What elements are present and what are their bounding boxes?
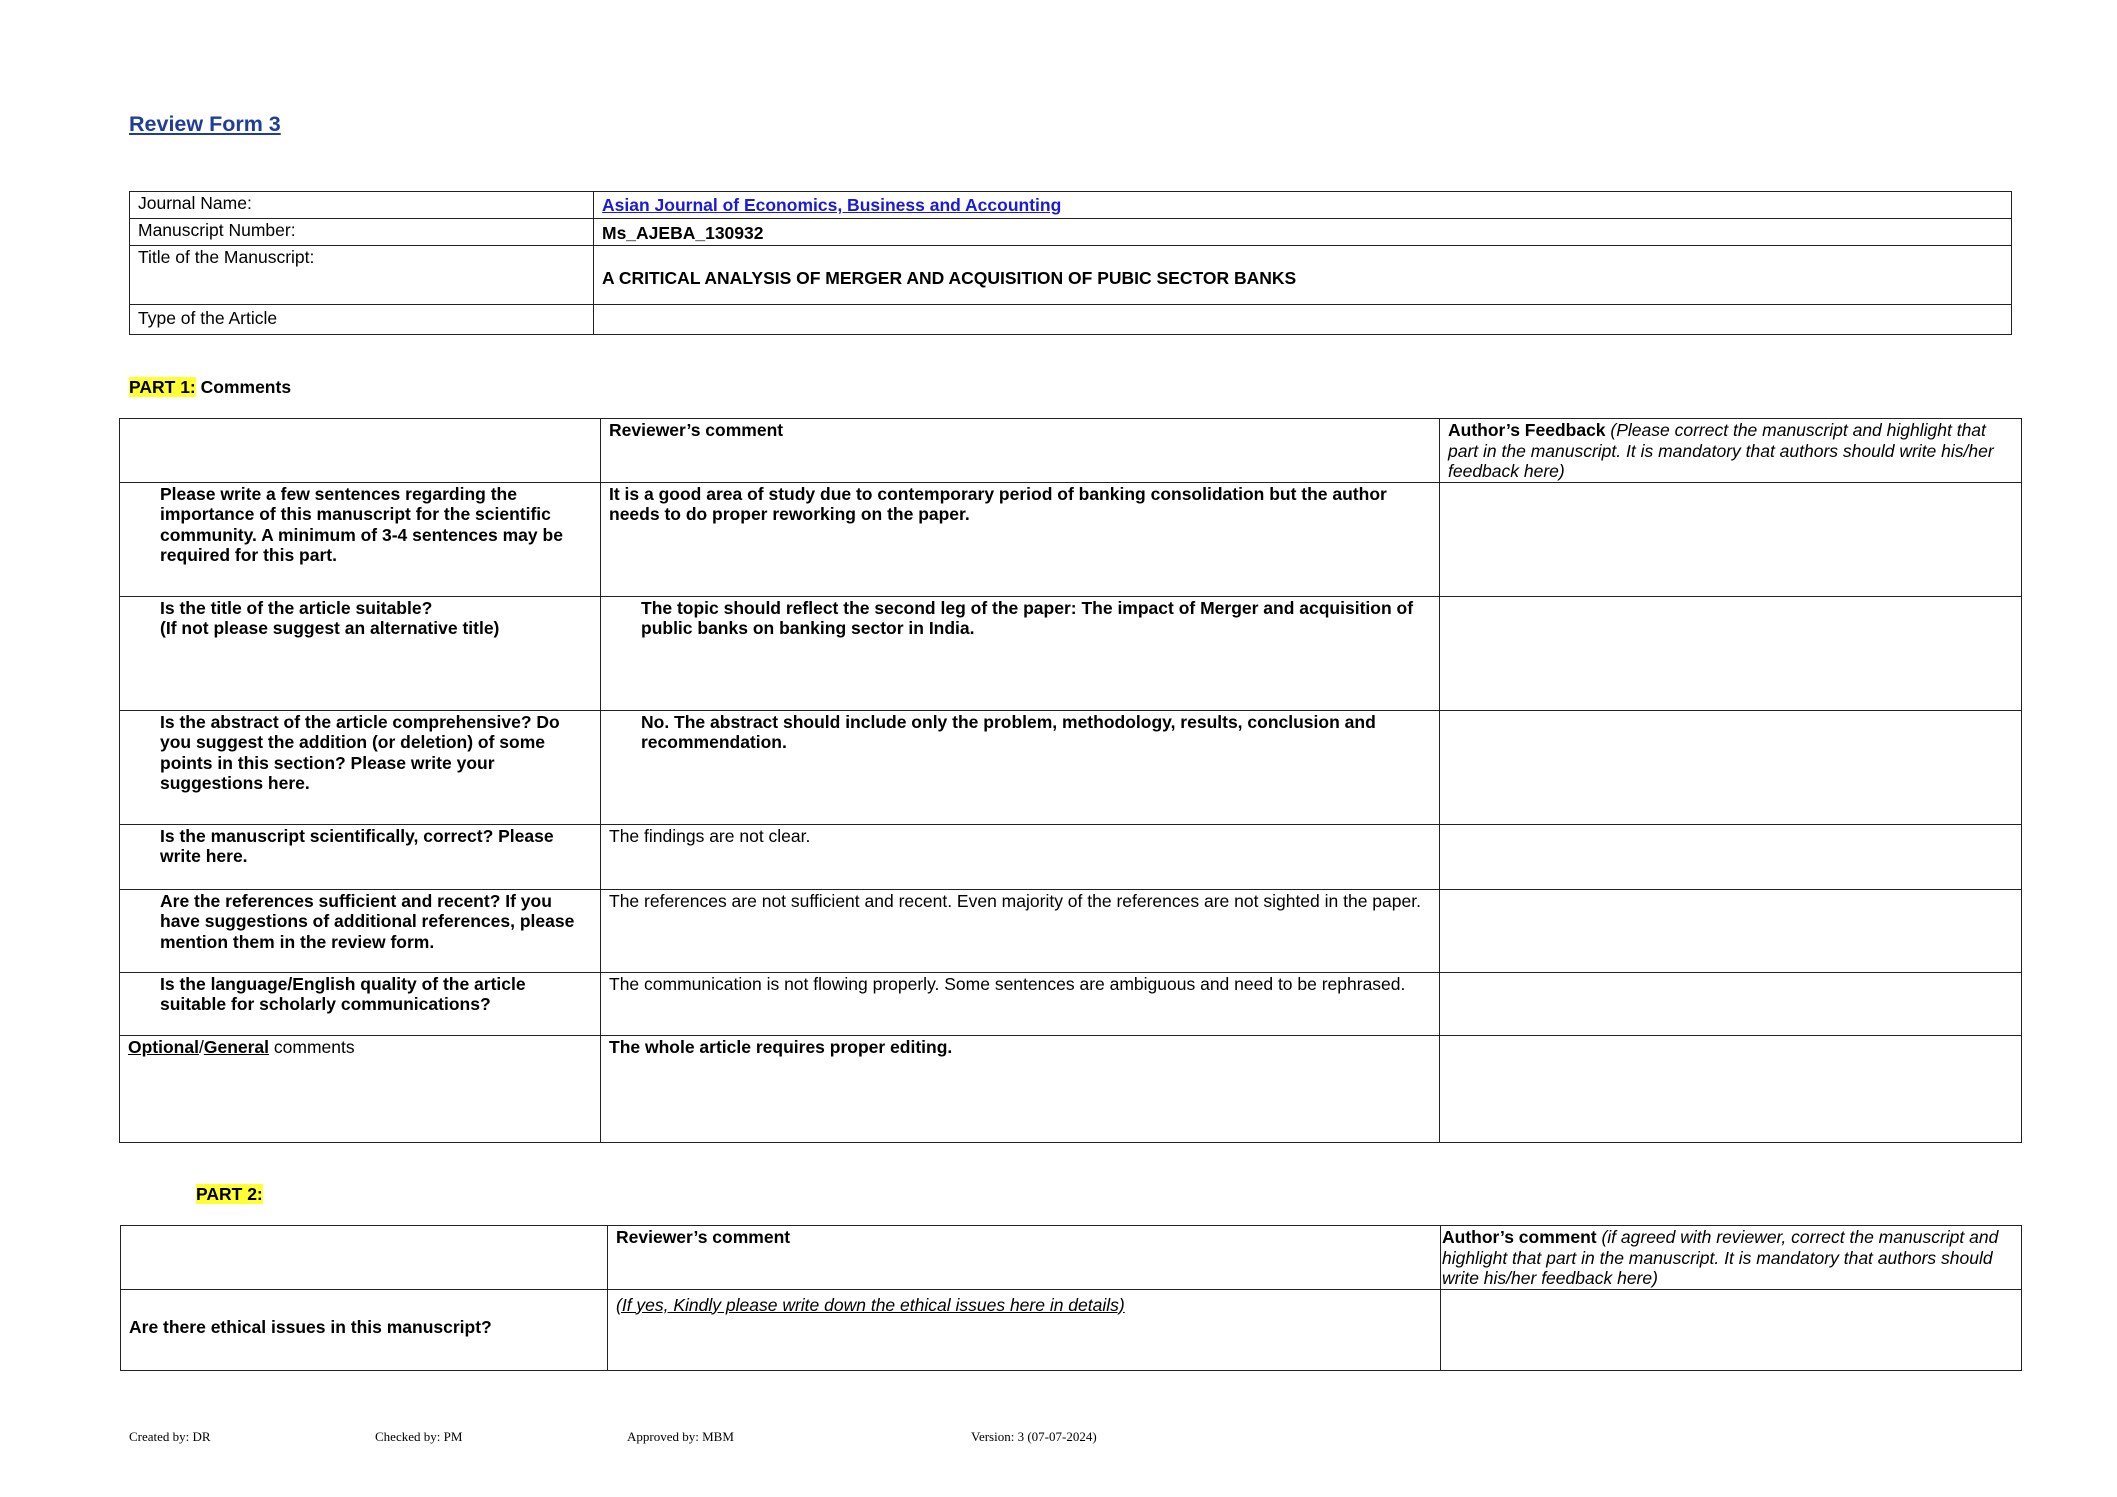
part2-header-blank	[121, 1226, 608, 1290]
feedback-abstract[interactable]	[1440, 710, 2022, 824]
feedback-language[interactable]	[1440, 972, 2022, 1035]
general-label: General	[203, 1036, 270, 1057]
page-title[interactable]: Review Form 3	[129, 112, 281, 136]
comment-optional: The whole article requires proper editing.	[601, 1035, 1440, 1142]
table-row	[120, 596, 2022, 710]
comments-label: comments	[269, 1036, 355, 1057]
table-row	[120, 482, 2022, 596]
part1-table	[119, 418, 2022, 1143]
part2-heading	[196, 1184, 263, 1205]
part1-header-blank	[120, 419, 601, 483]
optional-label: Optional	[128, 1036, 199, 1057]
part1-header-author	[1440, 419, 2022, 483]
comment-scientific: The findings are not clear.	[601, 824, 1440, 889]
type-row	[130, 305, 2012, 335]
feedback-references[interactable]	[1440, 889, 2022, 972]
table-row	[121, 1289, 2022, 1370]
table-row	[120, 710, 2022, 824]
table-row	[120, 972, 2022, 1035]
title-row	[130, 246, 2012, 305]
question-importance: Please write a few sentences regarding the importance of this manuscript for the scientific community. A minimum of 3-4 sentences may be required for this part.	[120, 482, 601, 596]
question-title	[120, 596, 601, 710]
part2-header-author-bold: Author’s comment	[1442, 1227, 1597, 1247]
manuscript-info-table	[129, 191, 2012, 335]
part1-heading	[129, 377, 291, 398]
part1-suffix: Comments	[195, 377, 292, 397]
part2-header-row	[121, 1226, 2022, 1290]
comment-importance: It is a good area of study due to contemporary period of banking consolidation but the author needs to do proper reworking on the paper.	[601, 482, 1440, 596]
question-title-line1: Is the title of the article suitable?	[160, 597, 433, 618]
feedback-importance[interactable]	[1440, 482, 2022, 596]
journal-link[interactable]: Asian Journal of Economics, Business and Accounting	[602, 195, 1062, 215]
journal-row	[130, 192, 2012, 219]
footer-checked: Checked by: PM	[375, 1429, 463, 1444]
question-scientific: Is the manuscript scientifically, correct? Please write here.	[120, 824, 601, 889]
part1-header-author-note: (Please correct the manuscript and highlight that part in the manuscript. It is mandatory that authors should write his/her feedback here)	[1448, 420, 1994, 481]
part2-header-reviewer: Reviewer’s comment	[608, 1226, 1441, 1290]
feedback-title[interactable]	[1440, 596, 2022, 710]
question-abstract: Is the abstract of the article comprehensive? Do you suggest the addition (or deletion) of some points in this section? Please write your suggestions here.	[120, 710, 601, 824]
ethics-question: Are there ethical issues in this manuscript?	[121, 1289, 608, 1370]
footer-created: Created by: DR	[129, 1429, 211, 1444]
manuscript-title: A CRITICAL ANALYSIS OF MERGER AND ACQUISITION OF PUBIC SECTOR BANKS	[594, 246, 2012, 305]
footer-version: Version: 3 (07-07-2024)	[971, 1429, 1097, 1444]
part1-header-reviewer: Reviewer’s comment	[601, 419, 1440, 483]
part1-label: PART 1:	[129, 377, 196, 397]
question-title-line2: (If not please suggest an alternative title)	[160, 618, 500, 638]
question-references: Are the references sufficient and recent? If you have suggestions of additional references, please mention them in the review form.	[120, 889, 601, 972]
ethics-comment: (If yes, Kindly please write down the ethical issues here in details)	[608, 1289, 1441, 1370]
comment-title: The topic should reflect the second leg of the paper: The impact of Merger and acquisition of public banks on banking sector in India.	[601, 596, 1440, 710]
table-row	[120, 1035, 2022, 1142]
part2-label: PART 2:	[196, 1184, 263, 1204]
manuscript-number: Ms_AJEBA_130932	[594, 219, 2012, 246]
optional-separator: /	[198, 1036, 204, 1057]
part2-header-author-note: (if agreed with reviewer, correct the manuscript and highlight that part in the manuscript. It is mandatory that authors should write his/her feedback here)	[1442, 1227, 1999, 1288]
part2-table	[120, 1225, 2022, 1371]
comment-language: The communication is not flowing properly. Some sentences are ambiguous and need to be rephrased.	[601, 972, 1440, 1035]
footer-approved: Approved by: MBM	[627, 1429, 734, 1444]
part1-header-author-bold: Author’s Feedback	[1448, 420, 1606, 440]
comment-references: The references are not sufficient and recent. Even majority of the references are not sighted in the paper.	[601, 889, 1440, 972]
question-language: Is the language/English quality of the article suitable for scholarly communications?	[120, 972, 601, 1035]
title-label: Title of the Manuscript:	[130, 246, 594, 305]
optional-general-label	[120, 1035, 601, 1142]
manuscript-row	[130, 219, 2012, 246]
ethics-feedback[interactable]	[1441, 1289, 2022, 1370]
feedback-scientific[interactable]	[1440, 824, 2022, 889]
journal-label: Journal Name:	[130, 192, 594, 219]
table-row	[120, 824, 2022, 889]
comment-abstract: No. The abstract should include only the problem, methodology, results, conclusion and recommendation.	[601, 710, 1440, 824]
feedback-optional[interactable]	[1440, 1035, 2022, 1142]
manuscript-label: Manuscript Number:	[130, 219, 594, 246]
type-value[interactable]	[594, 305, 2012, 335]
type-label: Type of the Article	[130, 305, 594, 335]
part2-header-author	[1441, 1226, 2022, 1290]
part1-header-row	[120, 419, 2022, 483]
table-row	[120, 889, 2022, 972]
